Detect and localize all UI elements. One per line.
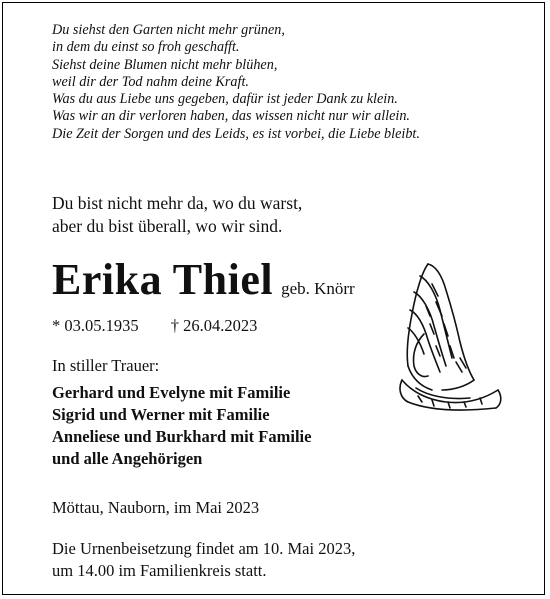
- funeral-notice: [52, 538, 355, 582]
- poem-line: Siehst deine Blumen nicht mehr blühen,: [52, 56, 278, 73]
- quote-line: aber du bist überall, wo wir sind.: [52, 216, 283, 236]
- poem-line: Die Zeit der Sorgen und des Leids, es ist vorbei, die Liebe bleibt.: [52, 125, 420, 142]
- funeral-line: Die Urnenbeisetzung findet am 10. Mai 2023,: [52, 539, 356, 558]
- mourner: und alle Angehörigen: [52, 449, 203, 468]
- mourner: Sigrid und Werner mit Familie: [52, 405, 270, 424]
- mourner: Gerhard und Evelyne mit Familie: [52, 383, 291, 402]
- poem-line: weil dir der Tod nahm deine Kraft.: [52, 73, 249, 90]
- praying-hands-icon: [398, 262, 506, 412]
- poem-line: Was du aus Liebe uns gegeben, dafür ist jeder Dank zu klein.: [52, 91, 398, 108]
- deceased-name: Erika Thiel: [52, 255, 274, 304]
- birth-name: geb. Knörr: [281, 279, 355, 298]
- quote-line: Du bist nicht mehr da, wo du warst,: [52, 193, 303, 213]
- place-date: Möttau, Nauborn, im Mai 2023: [52, 498, 260, 517]
- poem-line: Du siehst den Garten nicht mehr grünen,: [52, 22, 285, 38]
- mourner: Anneliese und Burkhard mit Familie: [52, 427, 312, 446]
- mourners-list: [52, 382, 311, 470]
- poem-line: Was wir an dir verloren haben, das wissen nicht nur wir allein.: [52, 108, 410, 125]
- mourning-label: In stiller Trauer:: [52, 356, 160, 375]
- poem: [52, 22, 420, 143]
- life-dates: [52, 316, 257, 336]
- funeral-line: um 14.00 im Familienkreis statt.: [52, 561, 267, 580]
- deceased-heading: [52, 255, 355, 304]
- birth-date: * 03.05.1935: [52, 316, 139, 335]
- poem-line: in dem du einst so froh geschafft.: [52, 39, 240, 56]
- quote: [52, 192, 302, 238]
- death-date: † 26.04.2023: [170, 316, 258, 335]
